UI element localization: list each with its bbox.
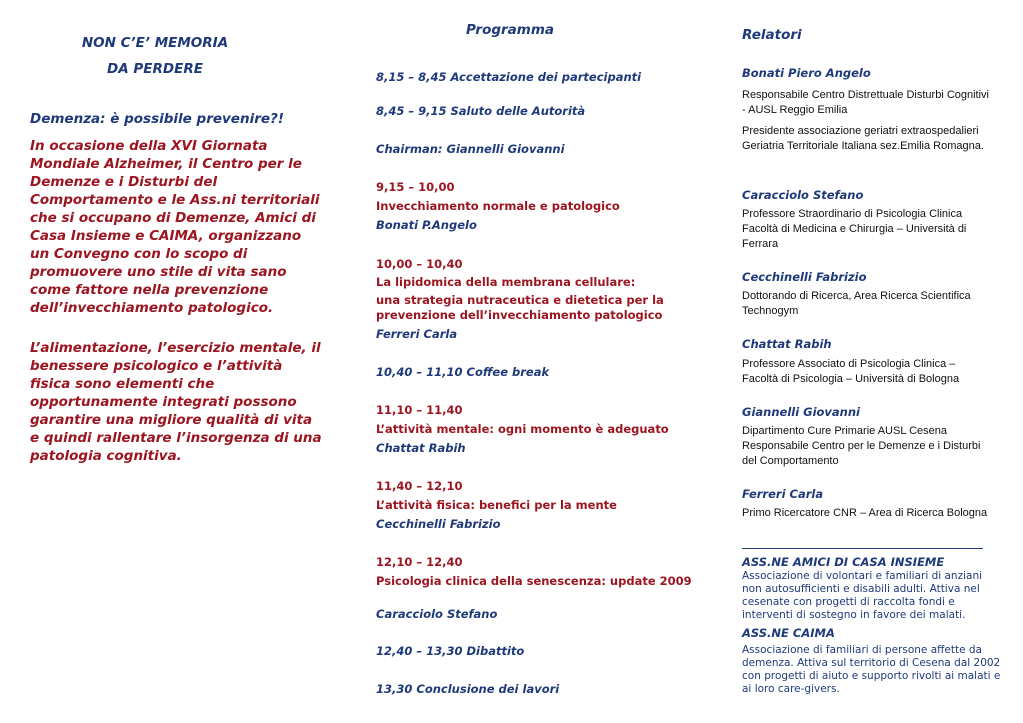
speaker-description: Professore Associato di Psicologia Clinica – Facoltà di Psicologia – Università di Bologna — [742, 358, 960, 385]
speaker-description: Professore Straordinario di Psicologia Clinica Facoltà di Medicina e Chirurgia – Università di Ferrara — [742, 208, 967, 250]
speaker-description: Dottorando di Ricerca, Area Ricerca Scientifica Technogym — [742, 290, 971, 317]
speaker-name: Ferreri Carla — [742, 487, 824, 501]
program-talk-title: L’attività mentale: ogni momento è adeguato — [376, 422, 669, 436]
speaker-name: Caracciolo Stefano — [742, 188, 864, 202]
intro-question: Demenza: è possibile prevenire?! — [30, 111, 285, 127]
program-speaker: Chattat Rabih — [376, 441, 466, 455]
program-time: 9,15 – 10,00 — [376, 180, 455, 194]
program-time: 11,40 – 12,10 — [376, 479, 463, 493]
program-chairman: Chairman: Giannelli Giovanni — [376, 142, 565, 156]
association-description: Associazione di volontari e familiari di anziani non autosufficienti e disabili adulti. Attiva nel cesenate con progetti di raccolta fondi e interventi di sostegno in favore dei malati. — [742, 570, 983, 621]
program-line: 13,30 Conclusione dei lavori — [376, 682, 560, 696]
program-time: 11,10 – 11,40 — [376, 403, 463, 417]
intro-paragraph-1: In occasione della XVI Giornata Mondiale Alzheimer, il Centro per le Demenze e i Disturbi del Comportamento e le Ass.ni territoriali che si occupano di Demenze, Amici di Casa Insieme e CAIMA, organizzano un Convegno con lo scopo di promuovere uno stile di vita sano come fattore nella prevenzione dell’invecchiamento patologico. — [30, 138, 320, 316]
section-divider — [742, 548, 983, 549]
association-name: ASS.NE AMICI DI CASA INSIEME — [742, 555, 945, 569]
speaker-name: Chattat Rabih — [742, 337, 832, 351]
speaker-description: Primo Ricercatore CNR – Area di Ricerca Bologna — [742, 507, 988, 519]
program-line: 12,40 – 13,30 Dibattito — [376, 644, 525, 658]
program-talk-title: Psicologia clinica della senescenza: update 2009 — [376, 574, 692, 588]
program-speaker: Bonati P.Angelo — [376, 218, 477, 232]
program-talk-title: una strategia nutraceutica e dietetica per la prevenzione dell’invecchiamento patologico — [376, 293, 664, 322]
relatori-title: Relatori — [742, 27, 802, 43]
programma-title: Programma — [465, 22, 555, 38]
heading-line-2: DA PERDERE — [107, 61, 203, 77]
speaker-name: Giannelli Giovanni — [742, 405, 860, 419]
program-line: 10,40 – 11,10 Coffee break — [376, 365, 550, 379]
program-time: 12,10 – 12,40 — [376, 555, 463, 569]
program-speaker: Ferreri Carla — [376, 327, 458, 341]
speaker-description: Responsabile Centro Distrettuale Disturbi Cognitivi - AUSL Reggio Emilia — [742, 89, 990, 116]
speaker-name: Cecchinelli Fabrizio — [742, 270, 867, 284]
program-speaker: Cecchinelli Fabrizio — [376, 517, 501, 531]
association-name: ASS.NE CAIMA — [742, 626, 835, 640]
heading-line-1: NON C’E’ MEMORIA — [81, 35, 229, 51]
program-talk-title: L’attività fisica: benefici per la mente — [376, 498, 617, 512]
intro-paragraph-2: L’alimentazione, l’esercizio mentale, il benessere psicologico e l’attività fisica sono elementi che opportunamente integrati possono garantire una migliore qualità di vita e quindi rallentare l’insorgenza di una patologia cognitiva. — [30, 340, 322, 464]
speaker-description: Presidente associazione geriatri extraospedalieri Geriatria Territoriale Italiana sez.Emilia Romagna. — [742, 125, 984, 152]
program-talk-title: Invecchiamento normale e patologico — [376, 199, 620, 213]
program-time: 10,00 – 10,40 — [376, 257, 463, 271]
association-description: Associazione di familiari di persone affette da demenza. Attiva sul territorio di Cesena dal 2002 con progetti di aiuto e supporto rivolti ai malati e ai loro care-givers. — [742, 644, 1001, 695]
speaker-description: Dipartimento Cure Primarie AUSL Cesena Responsabile Centro per le Demenze e i Disturbi del Comportamento — [742, 425, 981, 467]
speaker-name: Bonati Piero Angelo — [742, 66, 871, 80]
program-line: 8,45 – 9,15 Saluto delle Autorità — [376, 104, 586, 118]
program-speaker: Caracciolo Stefano — [376, 607, 498, 621]
program-line: 8,15 – 8,45 Accettazione dei partecipanti — [376, 70, 642, 84]
program-talk-title: La lipidomica della membrana cellulare: — [376, 275, 636, 289]
